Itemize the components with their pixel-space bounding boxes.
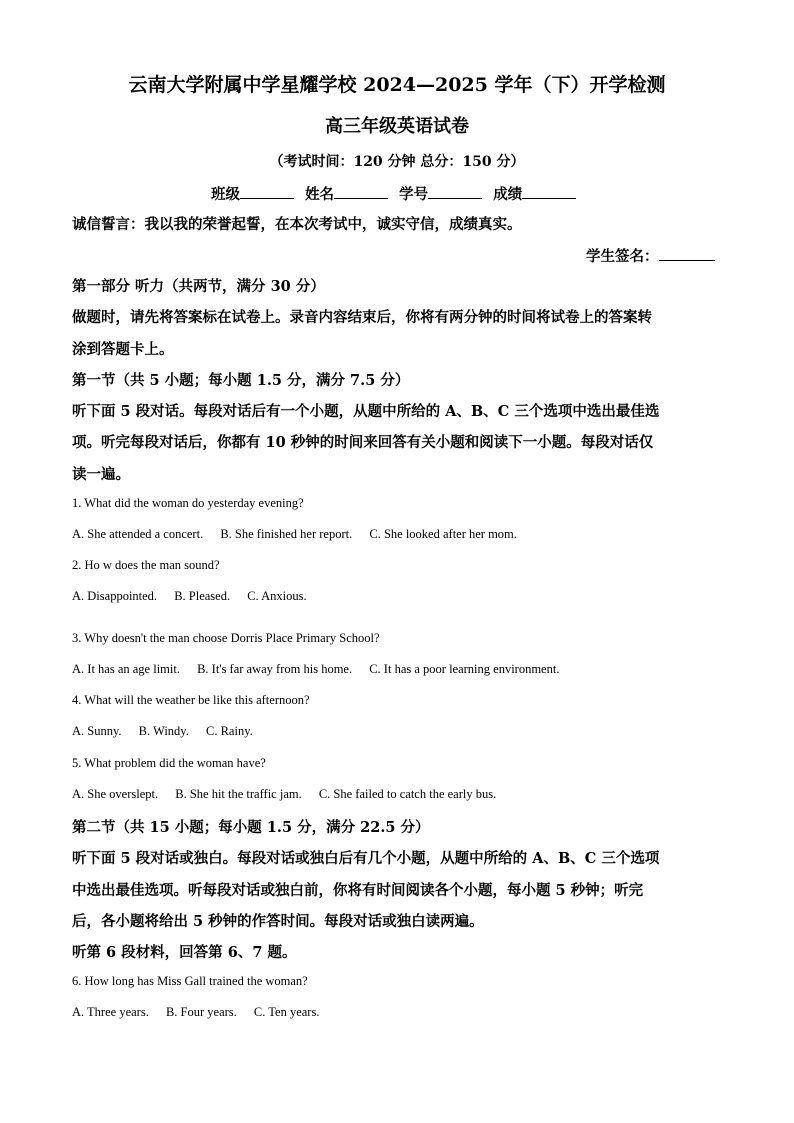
- option-b[interactable]: B. She hit the traffic jam.: [175, 787, 302, 801]
- option-c[interactable]: C. Anxious.: [247, 589, 307, 603]
- section1-instructions-line3: 读一遍。: [72, 466, 130, 483]
- option-a[interactable]: A. Three years.: [72, 1005, 149, 1019]
- option-b[interactable]: B. Pleased.: [174, 589, 231, 603]
- exam-subtitle: 高三年级英语试卷: [325, 116, 469, 137]
- class-label: 班级: [211, 186, 240, 203]
- option-a[interactable]: A. Sunny.: [72, 724, 122, 738]
- student-info-fields: [211, 183, 582, 204]
- option-c[interactable]: C. She failed to catch the early bus.: [318, 787, 497, 801]
- option-b[interactable]: B. It's far away from his home.: [197, 662, 353, 676]
- option-b[interactable]: B. Windy.: [138, 724, 189, 738]
- section2-instructions-line3: 后，各小题将给出 5 秒钟的作答时间。每段对话或独白读两遍。: [72, 913, 484, 930]
- signature-line: [586, 245, 715, 266]
- part1-instructions-line2: 涂到答题卡上。: [72, 341, 174, 358]
- question-1: 1. What did the woman do yesterday evening?: [72, 496, 304, 510]
- question-5-options: [72, 787, 510, 802]
- student-id-blank[interactable]: [428, 186, 482, 199]
- option-c[interactable]: C. Rainy.: [206, 724, 253, 738]
- part1-instructions-line1: 做题时，请先将答案标在试卷上。录音内容结束后，你将有两分钟的时间将试卷上的答案转: [72, 309, 652, 326]
- question-6-options: [72, 1005, 333, 1020]
- option-c[interactable]: C. Ten years.: [253, 1005, 320, 1019]
- section2-instructions-line2: 中选出最佳选项。听每段对话或独白前，你将有时间阅读各个小题，每小题 5 秒钟；听完: [72, 882, 644, 899]
- option-a[interactable]: A. She attended a concert.: [72, 527, 204, 541]
- class-blank[interactable]: [240, 186, 294, 199]
- option-c[interactable]: C. It has a poor learning environment.: [369, 662, 560, 676]
- section2-heading: 第二节（共 15 小题；每小题 1.5 分，满分 22.5 分）: [72, 819, 430, 836]
- option-b[interactable]: B. Four years.: [165, 1005, 237, 1019]
- question-4: 4. What will the weather be like this afternoon?: [72, 693, 310, 707]
- material-6-instruction: 听第 6 段材料，回答第 6、7 题。: [72, 944, 297, 961]
- question-3: 3. Why doesn't the man choose Dorris Place Primary School?: [72, 631, 380, 645]
- option-a[interactable]: A. It has an age limit.: [72, 662, 180, 676]
- question-2: 2. Ho w does the man sound?: [72, 558, 220, 572]
- question-3-options: [72, 662, 573, 677]
- signature-blank[interactable]: [659, 248, 715, 261]
- section1-heading: 第一节（共 5 小题；每小题 1.5 分，满分 7.5 分）: [72, 372, 410, 389]
- option-c[interactable]: C. She looked after her mom.: [369, 527, 517, 541]
- name-blank[interactable]: [334, 186, 388, 199]
- signature-label: 学生签名：: [586, 248, 659, 265]
- option-b[interactable]: B. She finished her report.: [220, 527, 353, 541]
- option-a[interactable]: A. She overslept.: [72, 787, 159, 801]
- exam-time-info: （考试时间：120 分钟 总分：150 分）: [269, 154, 525, 170]
- section1-instructions-line1: 听下面 5 段对话。每段对话后有一个小题，从题中所给的 A、B、C 三个选项中选出最佳选: [72, 403, 660, 420]
- question-6: 6. How long has Miss Gall trained the woman?: [72, 974, 308, 988]
- score-blank[interactable]: [522, 186, 576, 199]
- question-4-options: [72, 724, 267, 739]
- section1-instructions-line2: 项。听完每段对话后，你都有 10 秒钟的时间来回答有关小题和阅读下一小题。每段对话仅: [72, 434, 654, 451]
- name-label: 姓名: [305, 186, 335, 203]
- question-5: 5. What problem did the woman have?: [72, 756, 266, 770]
- score-label: 成绩: [493, 186, 523, 203]
- exam-title: 云南大学附属中学星耀学校 2024—2025 学年（下）开学检测: [128, 74, 666, 96]
- honesty-pledge: 诚信誓言：我以我的荣誉起誓，在本次考试中，诚实守信，成绩真实。: [72, 216, 522, 233]
- student-id-label: 学号: [399, 186, 429, 203]
- section2-instructions-line1: 听下面 5 段对话或独白。每段对话或独白后有几个小题，从题中所给的 A、B、C 三个选项: [72, 850, 660, 867]
- option-a[interactable]: A. Disappointed.: [72, 589, 158, 603]
- question-2-options: [72, 589, 321, 604]
- question-1-options: [72, 527, 531, 542]
- part1-heading: 第一部分 听力（共两节，满分 30 分）: [72, 278, 325, 295]
